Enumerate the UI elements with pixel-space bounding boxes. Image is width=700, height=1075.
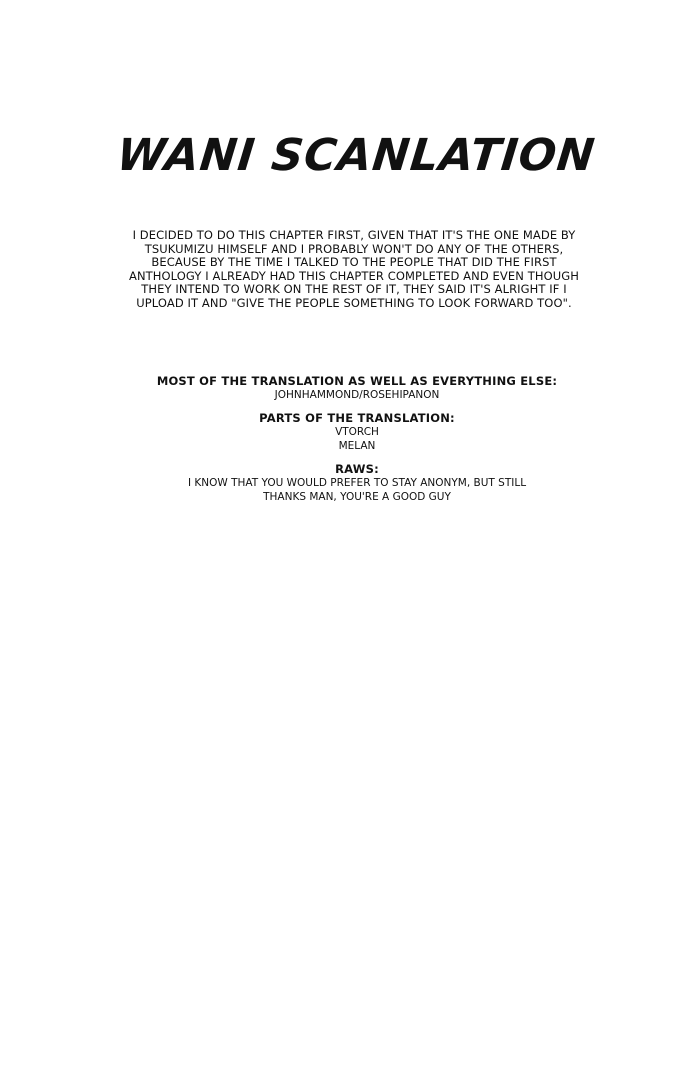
credit-name: VTORCH — [335, 426, 379, 438]
credits-section — [120, 374, 594, 513]
intro-paragraph: I DECIDED TO DO THIS CHAPTER FIRST, GIVEN THAT IT'S THE ONE MADE BY TSUKUMIZU HIMSELF AND I PROBABLY WON'T DO ANY OF THE OTHERS, BECAUSE BY THE TIME I TALKED TO THE PEOPLE THAT DID THE FIRST ANTHOLOGY I ALREADY HAD THIS CHAPTER COMPLETED AND EVEN THOUGH THEY INTEND TO WORK ON THE REST OF IT, THEY SAID IT'S ALRIGHT IF I UPLOAD IT AND "GIVE THE PEOPLE SOMETHING TO LOOK FORWARD TOO". — [128, 228, 580, 310]
credit-heading: MOST OF THE TRANSLATION AS WELL AS EVERYTHING ELSE: — [156, 374, 558, 388]
credit-heading: PARTS OF THE TRANSLATION: — [259, 411, 455, 425]
credit-name: THANKS MAN, YOU'RE A GOOD GUY — [263, 491, 451, 503]
page-title: WANI SCANLATION — [114, 130, 598, 181]
credit-name: JOHNHAMMOND/ROSEHIPANON — [274, 389, 440, 401]
credit-block-raws — [120, 462, 594, 504]
credit-name: I KNOW THAT YOU WOULD PREFER TO STAY ANONYM, BUT STILL — [187, 477, 527, 489]
credit-block-partial-translation — [120, 411, 594, 453]
credit-block-main-translation — [120, 374, 594, 402]
credit-name: MELAN — [338, 440, 376, 452]
credit-heading: RAWS: — [335, 462, 379, 476]
